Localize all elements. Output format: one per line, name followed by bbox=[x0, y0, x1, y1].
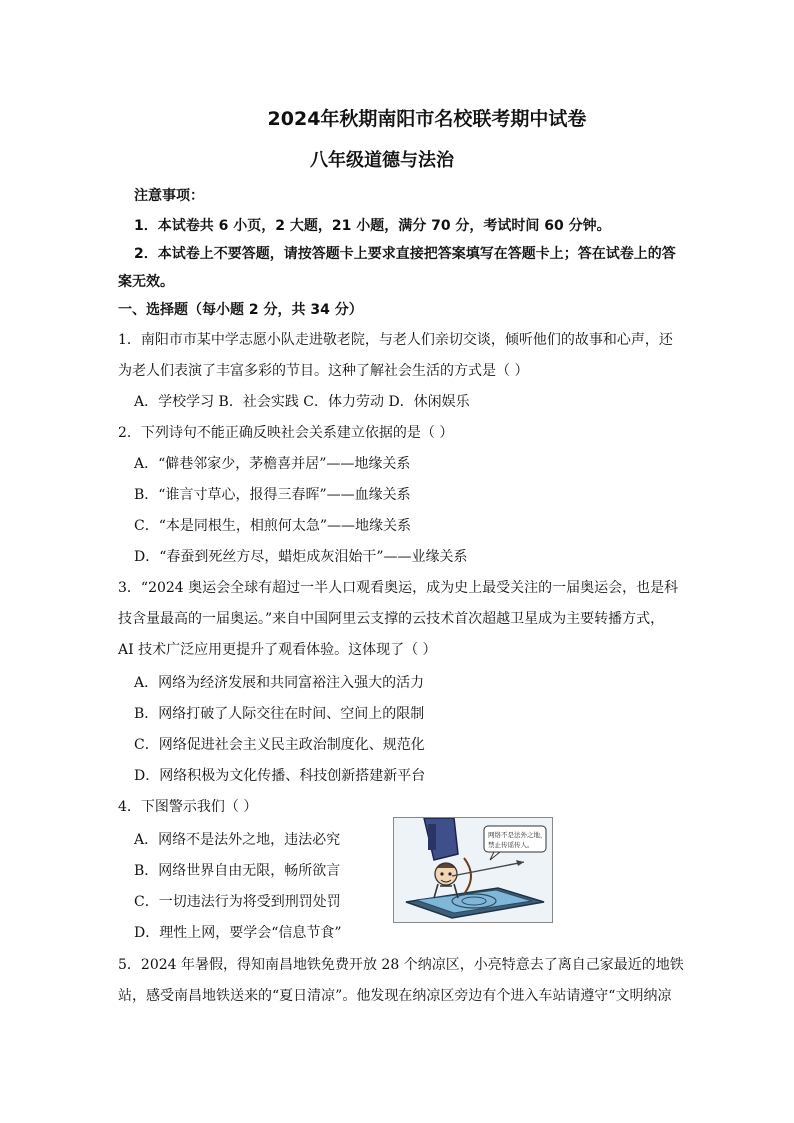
q4-option-b: B．网络世界自由无限，畅所欲言 bbox=[134, 863, 341, 879]
section-1-heading: 一、选择题（每小题 2 分，共 34 分） bbox=[118, 302, 363, 318]
notice-item-1: 1．本试卷共 6 小页，2 大题，21 小题，满分 70 分，考试时间 60 分钟。 bbox=[134, 218, 611, 234]
q4-cartoon-image bbox=[393, 817, 553, 923]
q3-option-a: A．网络为经济发展和共同富裕注入强大的活力 bbox=[134, 675, 425, 691]
cartoon-caption-line-2: 禁止传谣传人。 bbox=[488, 841, 534, 849]
exam-subtitle: 八年级道德与法治 bbox=[310, 150, 454, 171]
q2-option-d: D．“春蚕到死丝方尽，蜡炬成灰泪始干”——业缘关系 bbox=[134, 549, 468, 565]
q3-option-d: D．网络积极为文化传播、科技创新搭建新平台 bbox=[134, 768, 426, 784]
q3-line-1: 3．“2024 奥运会全球有超过一半人口观看奥运，成为史上最受关注的一届奥运会，也是科 bbox=[118, 580, 679, 596]
q4-option-d: D．理性上网，要学会“信息节食” bbox=[134, 925, 342, 941]
q4-option-c: C．一切违法行为将受到刑罚处罚 bbox=[134, 894, 341, 910]
q2-line-1: 2．下列诗句不能正确反映社会关系建立依据的是（ ） bbox=[118, 425, 454, 441]
q2-option-b: B．“谁言寸草心，报得三春晖”——血缘关系 bbox=[134, 487, 411, 503]
q3-option-c: C．网络促进社会主义民主政治制度化、规范化 bbox=[134, 737, 425, 753]
q2-option-a: A．“僻巷邻家少，茅檐喜并居”——地缘关系 bbox=[134, 456, 411, 472]
notice-heading: 注意事项： bbox=[134, 188, 204, 204]
q5-line-1: 5．2024 年暑假，得知南昌地铁免费开放 28 个纳凉区，小亮特意去了离自己家最近的地铁 bbox=[118, 957, 684, 973]
exam-title: 2024年秋期南阳市名校联考期中试卷 bbox=[267, 108, 587, 130]
q4-option-a: A．网络不是法外之地，违法必究 bbox=[134, 832, 341, 848]
cartoon-illustration bbox=[394, 818, 552, 922]
q4-line-1: 4．下图警示我们（ ） bbox=[118, 799, 258, 815]
notice-item-2-line-2: 案无效。 bbox=[118, 274, 174, 290]
q1-line-1: 1．南阳市市某中学志愿小队走进敬老院，与老人们亲切交谈，倾听他们的故事和心声，还 bbox=[118, 332, 673, 348]
q3-line-3: AI 技术广泛应用更提升了观看体验。这体现了（ ） bbox=[118, 642, 437, 658]
q3-line-2: 技含量最高的一届奥运。”来自中国阿里云支撑的云技术首次超越卫星成为主要转播方式， bbox=[118, 611, 665, 627]
cartoon-caption-line-1: 网络不是法外之地， bbox=[488, 831, 547, 839]
notice-item-2-line-1: 2．本试卷上不要答题，请按答题卡上要求直接把答案填写在答题卡上；答在试卷上的答 bbox=[134, 246, 676, 262]
q2-option-c: C．“本是同根生，相煎何太急”——地缘关系 bbox=[134, 518, 412, 534]
q3-option-b: B．网络打破了人际交往在时间、空间上的限制 bbox=[134, 706, 425, 722]
q1-options: A．学校学习 B．社会实践 C．体力劳动 D．休闲娱乐 bbox=[134, 394, 470, 410]
q5-line-2: 站，感受南昌地铁送来的“夏日清凉”。他发现在纳凉区旁边有个进入车站请遵守“文明纳凉 bbox=[118, 988, 672, 1004]
q1-line-2: 为老人们表演了丰富多彩的节目。这种了解社会生活的方式是（ ） bbox=[118, 363, 529, 379]
